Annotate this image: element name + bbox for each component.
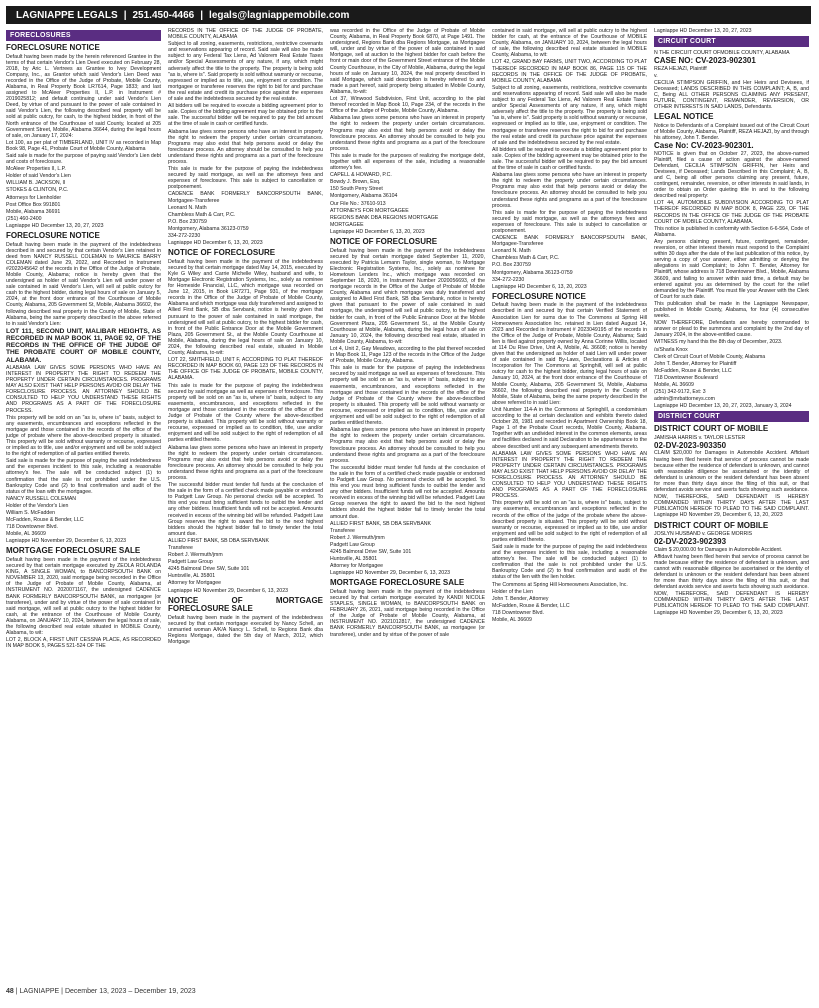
notice-text: Default having been made in the payment of the indebtedness secured by that certain mortgage executed by KANDI NICOLE STAPLES, SINGLE WOMAN, to BANCORPSOUTH BANK on FEBRUARY 26, 2021, said mortgage being recorded in the Office of the Judge of Probate of Mobile County, Alabama, at INSTRUMENT NO. 2021012817, the undersigned CADENCE BANK FORMERLY BANCORPSOUTH BANK, as mortgagee (or transferee), under and by virtue of the power of sale xyxy=(330,588,485,638)
notice-text: Attorneys for Lienholder xyxy=(6,194,62,201)
notice-text: Lagniappe HD December 13, 20, 27, 2023 xyxy=(6,222,104,229)
notice-text: Alabama law gives some persons who have an interest in property the right to redeem the property under certain circumstances. Programs may also exist that help persons avoid or delay the foreclosure process. An attorney should be consulted to help you understand these rights and programs as a part of the foreclosure process. xyxy=(492,172,647,209)
notice-text: Default having been made by the herein referenced Grantee in the terms of that certain Vendor's Lien Deed executed on February 28, 2018, by Aric L. Vertrees as Grantee to Ivey Development Company, Inc., as Grantor which said Vendor's Lien Deed was recorded in the Office of the Judge of Probate, Mobile County, Alabama, in Real Property Book LR7614, Page 1833; and last assigned to McAleer Properties II, L.P. in Instrument # 2019025812; and default continuing under said Vendor's Lien Deed, by virtue of and pursuant to the power of sale contained in said Vendor's Lien, the following described real property will be sold at public outcry, for cash, to the highest bidder, in front of the North entrance of the Courthouse of said County, located at 205 Government Street, Mobile, Alabama 36644, during the legal hours of sale, on January 17, 2024: xyxy=(6,53,161,139)
notice-text: contained in said mortgage, will sell at public outcry to the highest bidder for cash, at the entrance of the Courthouse of MOBILE County, Alabama, on JANUARY 10, 2024, between the legal hours of sale, the following described real estate situated in MOBILE County, Alabama, to wit: xyxy=(492,28,647,59)
notice-text: Lagniappe HD December 13, 20, 27, 2023 xyxy=(654,28,752,34)
column-4 xyxy=(492,28,647,983)
notice-title: FORECLOSURE NOTICE xyxy=(6,231,100,241)
notice-text: Mobile, AL 36609 xyxy=(492,617,532,624)
notice-text: (251) 342-9172, Ext: 3 xyxy=(654,389,706,396)
notice-text: Alabama law gives some persons who have an interest in property the right to redeem the property under certain circumstances. Programs may also exist that help persons avoid or delay the foreclosure process. An attorney should be consulted to help you understand these rights and programs as a part of the foreclosure process. xyxy=(330,115,485,152)
notice-text: Robert J. Wermuth/jmm xyxy=(168,552,223,559)
notice-text: 150 South Perry Street xyxy=(330,186,383,193)
notice-text: Post Office Box 991801 xyxy=(6,201,61,208)
notice-text: Our File No.: 37610-913 xyxy=(330,200,386,207)
notice-text: Alabama law gives some persons who have an interest in property the right to redeem the property under certain circumstances. Programs may also exist that help persons avoid or delay the foreclosure process. An attorney should be consulted to help you understand these rights and programs as a part of the foreclosure process. xyxy=(168,444,323,481)
notice-text: Default having been made in the payment of the indebtedness secured by that certain mortgage executed by Nancy Schell, an unmarried woman A/K/A Nancy L. Schell, to Regions Bank dba Regions Mortgage, dated the 5th day of March, 2012, which Mortgage xyxy=(168,614,323,646)
notice-text: Montgomery, Alabama 36123-0759 xyxy=(168,225,249,232)
notice-text: CAPELL & HOWARD, P.C. xyxy=(330,172,392,179)
notice-text: LOT 2, BLOCK A, FIRST UNIT CESSNA PLACE, AS RECORDED IN MAP BOOK 5, PAGES 521-524 OF THE xyxy=(6,637,161,650)
notice-text: CADENCE BANK FORMERLY BANCORPSOUTH BANK, Mortgagee-Transferee xyxy=(492,235,647,248)
notice-text: Alabama law gives some persons who have an interest in property the right to redeem the property under certain circumstances. Programs may also exist that help persons avoid or delay the foreclosure process. An attorney should be consulted to help you understand these rights and programs as a part of the foreclosure process. xyxy=(168,128,323,165)
notice-text: admin@mrbattorneys.com xyxy=(654,396,715,403)
notice-text: ATTORNEYS FOR MORTGAGEE xyxy=(330,207,409,214)
notice-text: 334-272-2230 xyxy=(168,233,201,239)
case-number: 02-DV-2023-903350 xyxy=(654,440,727,450)
notice-text: Said sale is made for the purpose of paying the said indebtedness and the expenses incident to this sale, including a reasonable attorney's fee. The sale will be conducted subject (1) to confirmation that the sale is not prohibited under the U.S. Bankruptcy Code and (2) to final confirmation and audit of the status of the lien with the lien holder. xyxy=(492,544,647,581)
notice-text: /s/Sharla Knox xyxy=(654,346,688,353)
notice-text: LOT 22, SMITHFIELD, UNIT F, ACCORDING TO PLAT THEREOF RECORDED IN MAP BOOK 60, PAGE 123 OF THE RECORDS IN THE OFFICE OF THE JUDGE OF PROBATE, MOBILE COUNTY, ALABAMA. xyxy=(168,357,323,382)
notice-text: JOSLYN HUSBAND v. GEORGE MORRIS xyxy=(654,531,753,537)
notice-text: Default having been made in the payment of the indebtedness secured by that certain mortgage dated May 14, 2015, executed by Kyle G Wiley and Carrie Michelle Wiley, husband and wife, to Mortgage Electronic Registration Systems, Inc., solely as nominee for Homeside Financial, LLC, which mortgage was recorded on June 12, 2015, in Book LR7271, Page 931, of the mortgage records in the Office of the Judge of Probate of Mobile County, Alabama and which mortgage was duly transferred and assigned to Allied First Bank, SB dba Servbank, notice is hereby given that pursuant to the power of sale contained in said mortgage, the undersigned will sell at public outcry, to the highest bidder for cash, in front of the Public Entrance Door at the Mobile Government Plaza, 205 Government St., at the Mobile County Courthouse at Mobile, Alabama, during the legal hours of sale on January 10, 2024, the following described real estate, situated in Mobile County, Alabama, to-wit: xyxy=(168,258,323,357)
section-header: CIRCUIT COURT xyxy=(654,36,809,47)
notice-text: ALLIED FIRST BANK, SB DBA SERVBANK xyxy=(330,520,432,527)
notice-text: 4245 Balmoral Drive SW, Suite 101 xyxy=(168,566,250,573)
notice-text: Holder of the Vendor's Lien xyxy=(6,502,69,509)
notice-text: Chambless Math & Carr, P.C. xyxy=(168,211,236,218)
notice-text: 718 Downtowner Boulevard xyxy=(654,374,718,381)
notice-text: LOT 42, GRAND BAY FARMS, UNIT TWO, ACCORDING TO PLAT THEREOF RECORDED IN MAP BOOK 86, PAGE 115 OF THE RECORDS IN THE OFFICE OF THE JUDGE OF PROBATE, MOBILE COUNTY, ALABAMA xyxy=(492,59,647,84)
notice-text: Said sale is made for the purpose of paying the said indebtedness and the expenses incident to this sale, including a reasonable attorney's fee. The sale will be conducted subject (1) to confirmation that the sale is not prohibited under the U.S. Bankruptcy Code and (2) to final confirmation and audit of the status of the loan with the mortgagee. xyxy=(6,458,161,495)
notice-text: Unit Number 114-A in the Commons at Springhill, a condominium according to the at certain declaration and exhibits thereto dated October 28, 1981 and recorded in Apartment Ownership Book 18, Page 1 of the Probate Court records, Mobile County, Alabama. Together with an undivided interest in the common elements, areas and facilities declared in said Declaration to be appurtenance to the above described unit and any subsequent amendments thereto. xyxy=(492,406,647,450)
notice-text: Default having been made in the payment of the indebtedness secured by that certain mortgage dated September 11, 2020, executed by Patricia Lemann Taylor, single woman, to Mortgage Electronic Registration Systems, Inc., solely as nominee for Hometown Lenders Inc., which mortgage was recorded on September 18, 2020, in Instrument Number 2020056693, of the mortgage records in the Office of the Judge of Probate of Mobile County, Alabama and which mortgage was duly transferred and assigned to Allied First Bank, SB dba Servbank, notice is hereby given that pursuant to the power of sale contained in said mortgage, the undersigned will sell at public outcry, to the highest bidder for cash, in front of the Public Entrance Door at the Mobile Government Plaza, 205 Government St., at the Mobile County Courthouse at Mobile, Alabama, during the legal hours of sale on January 10, 2024, the following described real estate, situated in Mobile County, Alabama, to-wit: xyxy=(330,247,485,345)
notice-text: Chambless Math & Carr, P.C. xyxy=(492,255,560,262)
column-2 xyxy=(168,28,323,983)
notice-text: McFadden, Rouse & Bender, LLC xyxy=(654,367,732,374)
notice-text: This sale is made for the purpose of paying the indebtedness secured by said mortgage as well as expenses of foreclosure. This property will be sold on an "as is, where is" basis, subject to any easements, encumbrances, and exceptions reflected in the mortgage and those contained in the records of the office of the Judge of Probate of the County where the above-described property is situated. This property will be sold without warranty or recourse, expressed or implied as to condition, title, use and/or enjoyment and will be sold subject to the right of redemption of all parties entitled thereto. xyxy=(330,365,485,427)
notice-text: Leonard N. Math xyxy=(168,204,207,211)
notice-text: WILLIAM B. JACKSON, II xyxy=(6,180,66,187)
case-number: CASE NO: CV-2023-902301 xyxy=(654,56,756,66)
notice-text: Default having been made in the payment of the indebtedness secured by that certain mortgage executed by ZEOLA ROLANDA KING, A SINGLE WOMAN, to BANCORPSOUTH BANK on NOVEMBER 13, 2020, said mortgage being recorded in the Office of the Judge of Probate of Mobile County, Alabama, at INSTRUMENT NO. 2020071167, the undersigned CADENCE BANK FORMERLY BANCORPSOUTH BANK, as mortgagee (or transferee), under and by virtue of the power of sale contained in said mortgage, will sell at public outcry to the highest bidder for cash, at the entrance of the Courthouse of Mobile County, Alabama, on JANUARY 10, 2024, between the legal hours of sale, the following described real estate situated in MOBILE County, Alabama, to wit: xyxy=(6,556,161,637)
notice-text: This property will be sold on an "as is, where is" basis, subject to any easements, encumbrances and exceptions reflected in the records of the office of the judge of the probate where the above-described property is situated. This property will be sold without warranty or recourse, expressed or implied as to title, use and/or enjoyment and will be sold subject to the right of redemption of all parties entitled thereto. xyxy=(492,500,647,543)
notice-text: Lagniappe HD November 29, December 6, 13, 2023 xyxy=(168,587,288,594)
notice-text: REZA HEJAZI, Plaintiff xyxy=(654,65,707,72)
notice-text: Robert J. Wermuth/jmm xyxy=(330,534,385,541)
column-5 xyxy=(654,28,809,983)
notice-text: NOTICE is given that on October 27, 2023, the above-named Plaintiff, filed a cause of action against the above-named Defendant, CECILIA STIMPSON GRIFFIN, her Heirs and Devisees, if Deceased; Lands Described in this Complaint; A, B, and C, being all other persons claiming any present, future, contingent, remainder, reversion, or other interests in said lands, in order to obtain an Order quieting title in and to the following described real property: xyxy=(654,150,809,200)
notice-text: John T. Bender, Attorney for Plaintiff xyxy=(654,360,737,367)
notice-text: Lagniappe HD November 29, December 6, 13, 2023 xyxy=(330,570,450,577)
notice-text: Notice to Defendants of a Complaint issued out of the Circuit Court of Mobile County, Alabama, Plaintiff, REZA HEJAZI, by and through his attorney, John T. Bender. xyxy=(654,122,809,142)
notice-text: Montgomery, Alabama 36104 xyxy=(330,193,398,200)
notice-text: Lagniappe HD December 6, 13, 20, 2023 xyxy=(492,283,587,290)
legal-notice-columns xyxy=(6,28,811,983)
notice-text: REGIONS BANK DBA REGIONS MORTGAGE xyxy=(330,214,439,221)
notice-title: DISTRICT COURT OF MOBILE xyxy=(654,520,769,530)
notice-text: Padgett Law Group xyxy=(168,559,213,566)
notice-text: This sale is made for the purpose of paying the indebtedness secured by said mortgage as well as expenses of foreclosure. This property will be sold on an "as is, where is" basis, subject to any easements, encumbrances, and exceptions reflected in the mortgage and those contained in the records of the office of the Judge of Probate of the County where the above-described property is situated. This property will be sold without warranty or recourse, expressed or implied as to condition, title, use and/or enjoyment and will be sold subject to the right of redemption of all parties entitled thereto. xyxy=(168,382,323,444)
notice-text: CADENCE BANK FORMERLY BANCORPSOUTH BANK, Mortgagee-Transferee xyxy=(168,191,323,204)
masthead xyxy=(6,6,811,24)
notice-text: Said sale is made for the purpose of paying said Vendor's Lien debt and costs of foreclosure. xyxy=(6,153,161,166)
notice-text: JAMISHA HARRIS v. TAYLOR LESTER xyxy=(654,434,746,441)
notice-text: CECILIA STIMPSON GRIFFIN, and Her Heirs and Devisees, if Deceased; LANDS DESCRIBED IN THIS COMPLAINT; A, B, and C, Being ALL OTHER PERSONS CLAIMING ANY PRESENT, FUTURE, CONTINGENT, REMAINDER, REVERSION, OR OTHER INTERESTS IN SAID LANDS, Defendants. xyxy=(654,79,809,111)
case-number: Case No: CV-2023-902301. xyxy=(654,141,754,151)
notice-text: Holder of said Vendor's Lien xyxy=(6,173,71,180)
notice-text: Clerk of Circuit Court of Mobile County, Alabama xyxy=(654,353,766,360)
notice-title: MORTGAGE FORECLOSURE SALE xyxy=(330,578,465,588)
notice-text: NANCY RUSSELL COLEMAN xyxy=(6,495,77,502)
notice-title: FORECLOSURE NOTICE xyxy=(6,43,100,52)
notice-text: NOW, THEREFORE, SAID DEFENDANT IS HEREBY COMMANDED WITHIN THIRTY DAYS AFTER THE LAST PUBLICATION HEREOF TO PLEAD TO THE SAID COMPLAINT. Lagniappe HD November 29, December 6, 13, 20, 2023 xyxy=(654,494,809,519)
notice-text: McFadden, Rouse & Bender, LLC xyxy=(492,602,570,609)
notice-text: Transferee xyxy=(168,545,193,551)
masthead-email[interactable]: legals@lagniappemobile.com xyxy=(209,9,350,21)
footer-brand: LAGNIAPPE xyxy=(19,988,60,995)
notice-text: This publication shall be made in the Lagniappe Newspaper, published in Mobile County, Alabama, for four (4) consecutive weeks. xyxy=(654,300,809,320)
notice-text: The successful bidder must tender full funds at the conclusion of the sale in the form of a certified check made payable or endorsed to Padgett Law Group. No personal checks will be accepted. To this end you must bring sufficient funds to outbid the lender and any other bidders. Insufficient funds will not be accepted. Amounts received in excess of the winning bid will be refunded. Padgett Law Group reserves the right to award the bid to the next highest bidders should the highest bidder fail to timely tender the total amount due. xyxy=(168,482,323,537)
notice-text: 718 Downtowner Blvd. xyxy=(492,609,544,616)
page-number: 48 xyxy=(6,988,14,995)
notice-text: Lagniappe HD November 29, December 6, 13, 2023 xyxy=(6,538,126,545)
notice-text: (251) 460-2400 xyxy=(6,215,42,222)
notice-text: The Commons at Spring Hill Homeowners Association, Inc. xyxy=(492,581,628,588)
notice-title: MORTGAGE FORECLOSURE SALE xyxy=(6,546,141,556)
notice-text: 4245 Balmoral Drive SW, Suite 101 xyxy=(330,549,412,555)
notice-text: WITNESS my hand this the 8th day of December, 2023. xyxy=(654,339,783,346)
notice-text: Alabama law gives some persons who have an interest in property the right to redeem the property under certain circumstances. Programs may also exist that help persons avoid or delay the foreclosure process. An attorney should be consulted to help you understand these rights and programs as a part of the foreclosure process. xyxy=(330,427,485,464)
notice-text: Leonard N. Math xyxy=(492,248,531,255)
notice-text: NOW, THEREFORE, SAID DEFENDANT IS HEREBY COMMANDED WITHIN THIRTY DAYS AFTER THE LAST PUBLICATION HEREOF TO PLEAD TO THE SAID COMPLAINT. Lagniappe HD November 29, December 6, 13, 20, 2023 xyxy=(654,591,809,616)
notice-text: 718 Downtowner Blvd. xyxy=(6,524,58,531)
footer-separator: | xyxy=(15,988,18,995)
column-1 xyxy=(6,28,161,983)
notice-text: Transferee xyxy=(330,527,355,534)
notice-text: McFadden, Rouse & Bender, LLC xyxy=(6,517,84,524)
case-number: 02-DV-2023-902393 xyxy=(654,537,727,547)
notice-title: DISTRICT COURT OF MOBILE xyxy=(654,424,769,434)
notice-text: Montgomery, Alabama 36123-0759 xyxy=(492,269,573,276)
notice-text: The successful bidder must tender full funds at the conclusion of the sale in the form of a certified check made payable or endorsed to Padgett Law Group. No personal checks will be accepted. To this end you must bring sufficient funds to outbid the lender and any other bidders. Insufficient funds will not be accepted. Amounts received in excess of the winning bid will be refunded. Padgett Law Group reserves the right to award the bid to the next highest bidders should the highest bidder fail to timely tender the total amount due. xyxy=(330,464,485,520)
notice-text: LOT 44, AUTOMOBILE SUBDIVISION ACCORDING TO PLAT THEREOF RECORDED IN MAP BOOK 8, PAGE 229, OF THE RECORDS IN THE OFFICE OF THE JUDGE OF THE PROBATE COURT OF MOBILE COUNTY, ALABAMA. xyxy=(654,200,809,225)
notice-text: McAleer Properties II, L.P. xyxy=(6,166,66,173)
column-3 xyxy=(330,28,485,983)
notice-text: Mobile, AL 36609 xyxy=(6,531,46,538)
notice-text: N THE CIRCUIT COURT OFMOBILE COUNTY, ALABAMA xyxy=(654,50,790,57)
notice-text: Holder of the Lien xyxy=(492,588,533,595)
notice-text: RECORDS IN THE OFFICE OF THE JUDGE OF PROBATE, MOBILE COUNTY, ALABAMA xyxy=(168,28,323,41)
notice-text: Default having been made in the payment of the indebtedness described in and secured by that certain Vendor's Lien retained in deed from NANCY RUSSELL COLEMAN to MAURICE BARRY COLEMAN dated June 29, 2022, and Recorded in Instrument #2022045642 of the records in the Office of the Judge of Probate, Mobile County, Alabama; notice is hereby given that the undersigned as holder of said Vendor's Lien will under power of sale contained in said Vendor's Lien, will sell at public outcry for cash to the highest bidder, during legal hours of sale on January 5, 2024, at the front door entrance of the Courthouse of Mobile County, Alabama, 205 Government St, Mobile, Alabama 36602, the following described real property in the County of Mobile, State of Alabama, being the same property described in the above referred to in said Vendor's Lien: xyxy=(6,241,161,327)
notice-text: Claim $ 20,000.00 for Damages in Automobile Accident. xyxy=(654,546,783,553)
notice-title: NOTICE OF FORECLOSURE xyxy=(168,248,276,258)
notice-text: This sale is made for the purposes of realizing the mortgage debt, together with all expenses of the sale, including a reasonable attorney's fee. xyxy=(330,152,485,172)
notice-text: Default having been made in the payment of the indebtedness described in and secured by that certain Verified Statement of Association Lien for sums due to The Commons at Spring Hill Homeowners Association Inc. retained in Lien dated August 14, 2023 and Recorded in Instrument # 2023049195 of the records in the Office of the Judge of Probate, Mobile County, Alabama; Said lien is filed against property owned by Anna Corinne Willis, located at 114 Du Rive Drive, Unit A, Mobile, AL 36608; notice is hereby given that the undersigned as holder of said Lien will under power of sale contained in said By-Laws, Declarations & Articles of Incorporation for The Commons at Springhill, will sell at public outcry for cash to the highest bidder, during legal hours of sale on January 10, 2024, at the front door entrance of the Courthouse of Mobile County, Alabama, 205 Government St, Mobile, Alabama 36602, the following described real property in the County of Mobile, State of Alabama, being the same property described in the above referred to in said Lien: xyxy=(492,302,647,406)
notice-text: Bowdy J. Brown, Esq. xyxy=(330,179,381,186)
notice-title: LEGAL NOTICE xyxy=(654,112,714,122)
notice-text: Attorney for Mortgagee xyxy=(330,563,384,570)
page-footer xyxy=(6,988,196,995)
notice-text: 334-272-2230 xyxy=(492,276,525,283)
notice-text: This sale is made for the purpose of paying the indebtedness secured by said mortgage, as well as the attorneys fees and expenses of foreclosure. This sale is subject to cancellation or postponement. xyxy=(492,209,647,234)
notice-text: MORTGAGEE xyxy=(330,221,364,228)
notice-title: NOTICE OF MORTGAGE FORECLOSURE SALE xyxy=(168,595,323,614)
notice-text: John T. Bender, Attorney xyxy=(492,595,549,602)
notice-text: Affidavit having been filed herein that service of process cannot be made because either the residence of defendant is unknown, and cannot with reasonable diligence be ascertained or the identity of defendant is unknown or the resident defendant has been absent for more than thirty days since the filing of this suit, or that defendant avoids service and averts facts showing such avoidance. xyxy=(654,553,809,591)
notice-text: Lot 4, Unit 2, Gay Meadows, according to the plat thereof recorded in Map Book 11, Page 123 of the records in the Office of the Judge of Probate, Mobile County, Alabama. xyxy=(330,346,485,365)
notice-text: All bidders will be required to execute a bidding agreement prior to sale. Copies of the bidding agreement may be obtained prior to the sale. The successful bidder will be required to pay the bid amount at the time of sale in cash or certified funds. xyxy=(492,146,647,172)
notice-text: STOKES & CLINTON, P.C. xyxy=(6,187,69,194)
notice-text: ALABAMA LAW GIVES SOME PERSONS WHO HAVE AN INTEREST IN PROPERTY THE RIGHT TO REDEEM THE PROPERTY UNDER CERTAIN CIRCUMSTANCES. PROGRAMS MAY ALSO EXIST THAT HELP PERSONS AVOID OR DELAY THE FORECLOSURE PROCESS. AN ATTORNEY SHOULD BE CONSULTED TO HELP YOU UNDERSTAND THESE RIGHTS AND PROGRAMS AS A PART OF THE FORECLOSURE PROCESS. xyxy=(492,450,647,500)
notice-text: Subject to all zoning, easements, restrictions, restrictive covenants and reservations appearing of record. Said sale will also be made subject to any Federal Tax Liens, Ad Valorem Real Estate Taxes and/or Special Assessments of any nature, if any, which might adversely affect the title to the property. The property is being sold "as is, where is". Said property is sold without warranty or recourse, expressed or implied as to title, use, enjoyment or condition. The mortgagee or transferee reserves the right to bid for and purchase the real estate and credit its purchase price against the expenses of sale and the indebtedness secured by the real estate. xyxy=(168,41,323,103)
notice-text: Attorney for Mortgagee xyxy=(168,580,222,587)
notice-text: P.O. Box 230759 xyxy=(492,262,531,269)
notice-text: CLAIM $20,000 for Damages in Automobile Accident. Affidavit having been filed herein that service of process cannot be made because either the residence of defendant is unknown, and cannot with reasonable diligence be ascertained or the identity of defendant is unknown or the resident defendant has been absent for more than thirty days since the filing of this suit, or that defendant avoids service and averts facts showing such avoidance. xyxy=(654,450,809,494)
notice-text: This sale is made for the purpose of paying the indebtedness secured by said mortgage, as well as the attorneys fees and expenses of foreclosure. This sale is subject to cancellation or postponement. xyxy=(168,166,323,191)
section-header: DISTRICT COURT xyxy=(654,411,809,422)
notice-text: This property will be sold on an "as is, where is" basis, subject to any easements, encumbrances and exceptions reflected in the mortgage and those contained in the records of the office of the judge of probate where the above-described property is situated. This property will be sold without warranty or recourse, expressed or implied as to title, use and/or enjoyment and will be sold subject to the right of redemption of all parties entitled thereto. xyxy=(6,414,161,458)
property-description: LOT 111, SECOND UNIT, MALIBAR HEIGHTS, AS RECORDED IN MAP BOOK 11, PAGE 92, OF THE RECORDS IN THE OFFICE OF THE JUDGE OF THE PROBATE COURT OF MOBILE COUNTY, ALABAMA. xyxy=(6,327,161,364)
notice-text: Any persons claiming present, future, contingent, remainder, reversion, or other interest therein must respond to the Complaint within 30 days after the date of the last publication of this notice, by serving a copy of your answer, either admitting or denying the allegations in said Complaint; to John T. Bender, Attorney for Plaintiff, whose address is 718 Downtowner Blvd., Mobile, Alabama 36609, and failing to answer within said time, a default may be entered against you as determined by the court for the relief demanded by the Plaintiff. You must file your Answer with the Clerk of Court for such date. xyxy=(654,238,809,300)
notice-text: P.O. Box 230759 xyxy=(168,218,207,225)
notice-text: Lagniappe HD December 6, 13, 20, 2023 xyxy=(330,228,425,235)
section-header: FORECLOSURES xyxy=(6,30,161,41)
notice-text: All bidders will be required to execute a bidding agreement prior to sale. Copies of the bidding agreement may be obtained prior to the sale. The successful bidder will be required to pay the bid amount at the time of sale in cash or certified funds. xyxy=(168,103,323,128)
notice-text: Mobile, AL 36609 xyxy=(654,382,694,388)
notice-title: FORECLOSURE NOTICE xyxy=(492,291,586,301)
notice-title: NOTICE OF FORECLOSURE xyxy=(330,237,438,246)
notice-text: Lagniappe HD December 13, 20, 27, 2023, January 3, 2024 xyxy=(654,403,792,410)
footer-separator: | xyxy=(61,988,63,995)
notice-text: ALABAMA LAW GIVES SOME PERSONS WHO HAVE AN INTEREST IN PROPERTY THE RIGHT TO REDEEM THE PROPERTY UNDER CERTAIN CIRCUMSTANCES. PROGRAMS MAY ALSO EXIST THAT HELP PERSONS AVOID OR DELAY THE FORECLOSURE PROCESS. AN ATTORNEY SHOULD BE CONSULTED TO HELP YOU UNDERSTAND THESE RIGHTS AND PROGRAMS AS A PART OF THE FORECLOSURE PROCESS. xyxy=(6,364,161,414)
notice-text: Huntsville, AL 35801 xyxy=(330,556,378,563)
notice-text: ALLIED FIRST BANK, SB DBA SERVBANK xyxy=(168,537,270,544)
notice-text: Huntsville, AL 35801 xyxy=(168,573,216,580)
notice-text: NOW THEREFORE, Defendants are hereby commanded to answer or plead to the summons and complaint by the 2nd day of January 2024, in the above-entitled cause. xyxy=(654,320,809,339)
notice-text: Lot 37, Winwood Subdivision, First Unit, according to the plat thereof recorded in Map Book 10, Page 234, of the records in the Office of the Judge of Probate, Mobile County, Alabama. xyxy=(330,96,485,115)
masthead-phone: 251.450-4466 xyxy=(132,9,195,21)
notice-text: Padgett Law Group xyxy=(330,541,375,548)
notice-text: This notice is published in conformity with Section 6-6-564, Code of Alabama. xyxy=(654,225,809,238)
notice-text: Mobile, Alabama 36691 xyxy=(6,208,61,215)
notice-text: v. xyxy=(654,72,658,79)
notice-text: Lot 100, as per plat of TIMBERLAND, UNIT IV as recorded in Map Book 98, Page 41, Probate Court of Mobile County, Alabama xyxy=(6,139,161,152)
notice-text: Lagniappe HD December 6, 13, 20, 2023 xyxy=(168,240,263,247)
notice-text: was recorded in the Office of the Judge of Probate of Mobile County, Alabama, in Real Property Book 6870, at Page 1491. The undersigned, Regions Bank dba Regions Mortgage, as Mortgagee will, under and by virtue of the power of sale contained in said Mortgage, sell at auction to the highest bidder for cash before the front or main door of the Government Street entrance of the Mobile County Courthouse, in the City of Mobile, Alabama, during the legal hours of sale on January 10, 2024, the real property described in said Mortgage, which said description is hereby referred to and made a part hereof, said property being situated in Mobile County, Alabama, to-wit: xyxy=(330,28,485,95)
masthead-separator: | xyxy=(200,9,204,21)
masthead-separator: | xyxy=(123,9,127,21)
notice-text: William S. McFadden xyxy=(6,510,56,517)
notice-text: Subject to all zoning, easements, restrictions, restrictive covenants and reservations appearing of record. Said sale will also be made subject to any Federal Tax Liens, Ad Valorem Real Estate Taxes and/or Special Assessments of any nature, if any, which might adversely affect the title to the property. The property is being sold "as is, where is". Said property is sold without warranty or recourse, expressed or implied as to title, use, enjoyment or condition. The mortgagee or transferee reserves the right to bid for and purchase the real estate and credit its purchase price against the expenses of sale and the indebtedness secured by the real estate. xyxy=(492,84,647,146)
masthead-brand: LAGNIAPPE LEGALS xyxy=(16,9,118,21)
footer-issue-dates: December 13, 2023 – December 19, 2023 xyxy=(64,988,196,995)
